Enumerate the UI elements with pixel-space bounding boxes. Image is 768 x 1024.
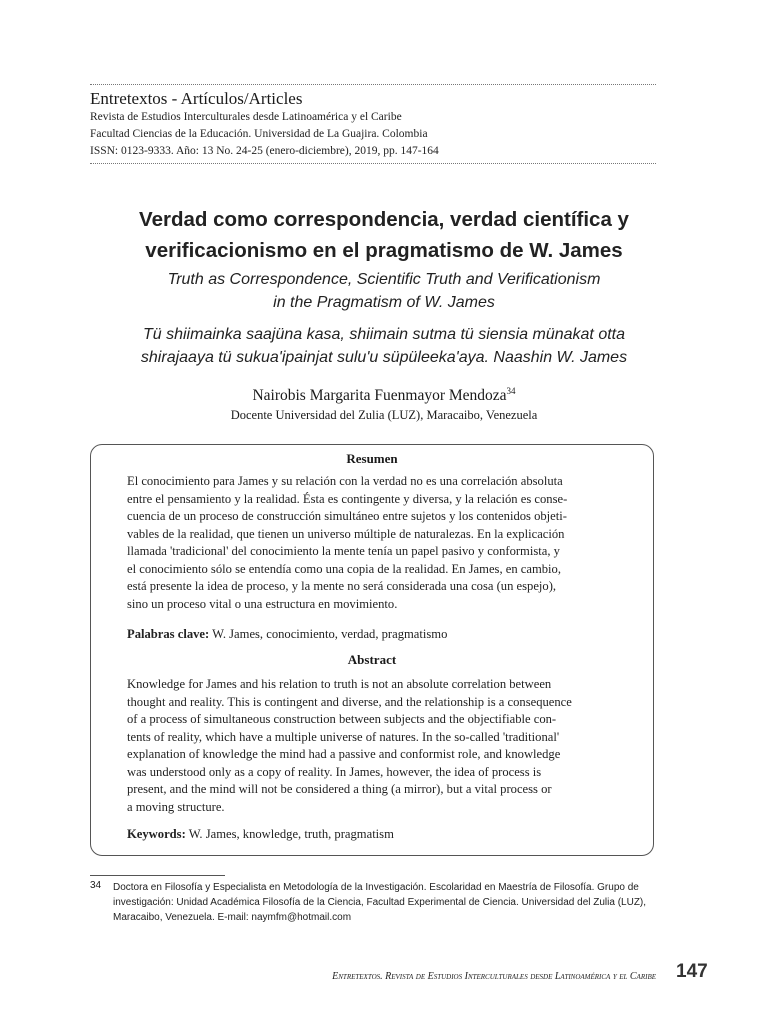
journal-section-title: Entretextos - Artículos/Articles bbox=[90, 89, 303, 108]
resumen-line: llamada 'tradicional' del conocimiento la mente tenía un papel pasivo y conformista, y bbox=[127, 544, 560, 558]
resumen-line: sino un proceso vital o una estructura en movimiento. bbox=[127, 596, 398, 611]
wayuu-title-line: shirajaaya tü sukua'ipainjat sulu'u süpüleeka'aya. Naashin W. James bbox=[140, 349, 628, 366]
english-title-line: Truth as Correspondence, Scientific Truth and Verificationism bbox=[167, 271, 601, 288]
abstract-line: thought and reality. This is contingent and diverse, and the relationship is a consequence bbox=[127, 694, 572, 709]
resumen-line: cuencia de un proceso de construcción simultáneo entre sujetos y los contenidos objeti- bbox=[127, 509, 567, 523]
abstract-keywords-text: W. James, knowledge, truth, pragmatism bbox=[188, 827, 394, 841]
english-title bbox=[80, 268, 688, 314]
journal-faculty: Facultad Ciencias de la Educación. Universidad de La Guajira. Colombia bbox=[90, 128, 428, 140]
footnote-line: Maracaibo, Venezuela. E-mail: naymfm@hotmail.com bbox=[113, 912, 352, 923]
abstract-keywords bbox=[127, 826, 619, 844]
abstract-line: tents of reality, which have a multiple universe of natures. In the so-called 'traditional' bbox=[127, 729, 560, 744]
journal-name: Revista de Estudios Interculturales desde Latinoamérica y el Caribe bbox=[90, 111, 402, 123]
running-footer: Entretextos. Revista de Estudios Interculturales desde Latinoamérica y el Caribe bbox=[332, 971, 656, 982]
abstract-line: present, and the mind will not be considered a thing (a mirror), but a vital process or bbox=[127, 782, 552, 796]
footnote-line: investigación: Unidad Académica Filosofía de la Ciencia, Facultad Experimental de Ciencia. Universidad del Zulia (LUZ), bbox=[113, 897, 647, 908]
abstract-line: was understood only as a copy of reality. In James, however, the idea of process is bbox=[127, 764, 542, 779]
footnote-number: 34 bbox=[90, 880, 102, 891]
abstract-line: Knowledge for James and his relation to truth is not an absolute correlation between bbox=[127, 677, 552, 691]
resumen-line: El conocimiento para James y su relación con la verdad no es una correlación absoluta bbox=[127, 474, 563, 488]
wayuu-title bbox=[60, 323, 708, 369]
abstract-line: explanation of knowledge the mind had a passive and conformist role, and knowledge bbox=[127, 747, 561, 761]
header-bottom-divider bbox=[90, 163, 656, 164]
page-number: 147 bbox=[676, 961, 708, 982]
resumen-line: está presente la idea de proceso, y la mente no será considerada una cosa (un espejo), bbox=[127, 579, 557, 593]
resumen-line: entre el pensamiento y la realidad. Ésta es contingente y diversa, y la relación es conse- bbox=[127, 491, 568, 506]
resumen-line: vables de la realidad, que tienen un universo múltiple de naturalezas. En la explicación bbox=[127, 526, 565, 541]
abstract-body bbox=[127, 676, 619, 816]
abstract-keywords-label: Keywords: bbox=[127, 827, 186, 841]
author-name bbox=[80, 386, 688, 405]
footnote-line: Doctora en Filosofía y Especialista en Metodología de la Investigación. Escolaridad en Maestría de Filosofía. Grupo de bbox=[113, 882, 639, 893]
journal-issn: ISSN: 0123-9333. Año: 13 No. 24-25 (enero-diciembre), 2019, pp. 147-164 bbox=[90, 145, 439, 157]
english-title-line: in the Pragmatism of W. James bbox=[273, 294, 495, 311]
article-title bbox=[80, 204, 688, 266]
resumen-body bbox=[127, 473, 619, 613]
author-footnote-ref[interactable]: 34 bbox=[506, 386, 516, 396]
abstract-heading: Abstract bbox=[347, 652, 397, 667]
resumen-heading: Resumen bbox=[346, 451, 398, 466]
abstract-line: of a process of simultaneous construction between subjects and the objectifiable con- bbox=[127, 712, 557, 726]
article-title-line: verificacionismo en el pragmatismo de W. James bbox=[145, 239, 623, 262]
article-title-line: Verdad como correspondencia, verdad científica y bbox=[139, 208, 629, 231]
author-name-text: Nairobis Margarita Fuenmayor Mendoza bbox=[252, 387, 507, 405]
abstract-line: a moving structure. bbox=[127, 799, 225, 814]
resumen-keywords bbox=[127, 626, 619, 644]
resumen-line: el conocimiento sólo se entendía como una copia de la realidad. En James, en cambio, bbox=[127, 561, 561, 576]
header-top-divider bbox=[90, 84, 656, 85]
wayuu-title-line: Tü shiimainka saajüna kasa, shiimain sutma tü siensia münakat otta bbox=[142, 326, 625, 343]
footnote-rule bbox=[90, 875, 225, 876]
author-affiliation: Docente Universidad del Zulia (LUZ), Maracaibo, Venezuela bbox=[230, 408, 538, 422]
resumen-keywords-text: W. James, conocimiento, verdad, pragmatismo bbox=[212, 627, 448, 641]
footnote-text bbox=[113, 880, 658, 925]
resumen-keywords-label: Palabras clave: bbox=[127, 627, 210, 641]
